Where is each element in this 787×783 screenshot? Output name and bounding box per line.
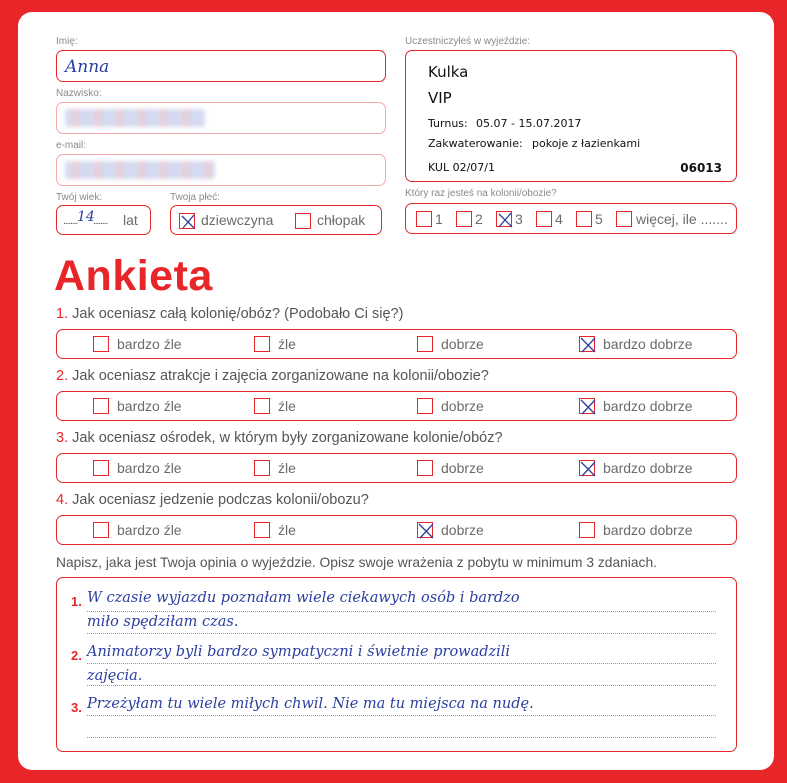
- option-label: źle: [278, 460, 296, 476]
- check-mark-icon: [580, 399, 596, 415]
- times-2-checkbox[interactable]: [456, 211, 472, 227]
- option-checkbox[interactable]: [254, 398, 270, 414]
- option-checkbox[interactable]: [93, 398, 109, 414]
- option-checkbox[interactable]: [254, 460, 270, 476]
- ticket-turnus-label: Turnus:: [428, 117, 468, 130]
- answer-number-1: 1.: [71, 594, 82, 609]
- survey-sheet: [18, 12, 774, 770]
- opinion-prompt: Napisz, jaka jest Twoja opinia o wyjeździe. Opisz swoje wrażenia z pobytu w minimum 3 zdaniach.: [56, 555, 657, 570]
- times-5-checkbox[interactable]: [576, 211, 592, 227]
- option-label: źle: [278, 522, 296, 538]
- question-text: Jak oceniasz jedzenie podczas kolonii/obozu?: [72, 492, 369, 508]
- times-4-checkbox[interactable]: [536, 211, 552, 227]
- answer-line: [87, 610, 716, 612]
- option-label: bardzo źle: [117, 336, 182, 352]
- option-label: bardzo dobrze: [603, 398, 693, 414]
- check-mark-icon: [580, 337, 596, 353]
- question-number: 3.: [56, 430, 69, 446]
- question-text: Jak oceniasz atrakcje i zajęcia zorganizowane na kolonii/obozie?: [72, 368, 489, 384]
- ticket-accommodation-label: Zakwaterowanie:: [428, 137, 523, 150]
- question-number: 2.: [56, 368, 69, 384]
- answer-row-3: [56, 453, 737, 483]
- answer-line-2: miło spędziłam czas.: [87, 614, 239, 630]
- answer-line-5: Przeżyłam tu wiele miłych chwil. Nie ma tu miejsca na nudę.: [87, 696, 534, 712]
- question-number: 1.: [56, 306, 69, 322]
- ticket-camp-name: Kulka: [428, 63, 469, 81]
- option-label: bardzo dobrze: [603, 336, 693, 352]
- option-label: dobrze: [441, 522, 484, 538]
- answer-row-4: [56, 515, 737, 545]
- ticket-number: 06013: [680, 161, 722, 175]
- name-value: Anna: [65, 57, 110, 77]
- times-field: [405, 203, 737, 234]
- answer-number-3: 3.: [71, 700, 82, 715]
- option-checkbox[interactable]: [93, 460, 109, 476]
- times-1-label: 1: [435, 211, 443, 227]
- age-value: 14: [77, 209, 95, 225]
- answer-line: [87, 662, 716, 664]
- check-mark-icon: [580, 461, 596, 477]
- option-checkbox[interactable]: [417, 522, 433, 538]
- option-checkbox[interactable]: [579, 336, 595, 352]
- option-label: bardzo dobrze: [603, 522, 693, 538]
- ticket-label: Uczestniczyłeś w wyjeździe:: [405, 36, 531, 47]
- surname-field[interactable]: [56, 102, 386, 134]
- gender-male-checkbox[interactable]: [295, 213, 311, 229]
- answer-line: [87, 632, 716, 634]
- answer-row-2: [56, 391, 737, 421]
- question-3: [56, 430, 503, 446]
- option-checkbox[interactable]: [579, 398, 595, 414]
- option-label: źle: [278, 398, 296, 414]
- gender-label: Twoja płeć:: [170, 192, 221, 203]
- option-label: źle: [278, 336, 296, 352]
- name-label: Imię:: [56, 36, 78, 47]
- option-label: bardzo źle: [117, 460, 182, 476]
- gender-male-label: chłopak: [317, 212, 366, 228]
- survey-title: Ankieta: [54, 252, 213, 300]
- question-number: 4.: [56, 492, 69, 508]
- gender-female-label: dziewczyna: [201, 212, 274, 228]
- option-label: bardzo dobrze: [603, 460, 693, 476]
- question-2: [56, 368, 489, 384]
- check-mark-icon: [180, 214, 196, 230]
- option-label: dobrze: [441, 460, 484, 476]
- age-field[interactable]: [56, 205, 151, 235]
- age-dots-right: ........: [93, 216, 108, 227]
- email-redacted: [65, 161, 215, 179]
- answer-line-1: W czasie wyjazdu poznałam wiele ciekawych osób i bardzo: [87, 590, 520, 606]
- surname-redacted: [65, 109, 205, 127]
- ticket-turnus-value: 05.07 - 15.07.2017: [476, 117, 582, 130]
- option-checkbox[interactable]: [93, 522, 109, 538]
- times-2-label: 2: [475, 211, 483, 227]
- option-label: dobrze: [441, 336, 484, 352]
- times-more-checkbox[interactable]: [616, 211, 632, 227]
- ticket-code: KUL 02/07/1: [428, 161, 495, 174]
- answer-line: [87, 736, 716, 738]
- question-4: [56, 492, 369, 508]
- age-unit: lat: [123, 212, 138, 228]
- answer-line-4: zajęcia.: [87, 668, 143, 684]
- times-1-checkbox[interactable]: [416, 211, 432, 227]
- answer-line: [87, 714, 716, 716]
- option-label: dobrze: [441, 398, 484, 414]
- option-checkbox[interactable]: [579, 522, 595, 538]
- option-label: bardzo źle: [117, 522, 182, 538]
- gender-female-checkbox[interactable]: [179, 213, 195, 229]
- ticket-accommodation-value: pokoje z łazienkami: [532, 137, 641, 150]
- option-checkbox[interactable]: [579, 460, 595, 476]
- option-checkbox[interactable]: [417, 460, 433, 476]
- option-checkbox[interactable]: [417, 398, 433, 414]
- age-label: Twój wiek:: [56, 192, 103, 203]
- answer-line: [87, 684, 716, 686]
- answer-line-3: Animatorzy byli bardzo sympatyczni i świetnie prowadzili: [87, 644, 511, 660]
- answer-row-1: [56, 329, 737, 359]
- question-1: [56, 306, 403, 322]
- times-4-label: 4: [555, 211, 563, 227]
- option-checkbox[interactable]: [93, 336, 109, 352]
- times-3-checkbox[interactable]: [496, 211, 512, 227]
- times-label: Który raz jesteś na kolonii/obozie?: [405, 188, 557, 199]
- times-5-label: 5: [595, 211, 603, 227]
- check-mark-icon: [418, 523, 434, 539]
- option-checkbox[interactable]: [417, 336, 433, 352]
- question-text: Jak oceniasz ośrodek, w którym były zorganizowane kolonie/obóz?: [72, 430, 503, 446]
- email-field[interactable]: [56, 154, 386, 186]
- name-field[interactable]: [56, 50, 386, 82]
- email-label: e-mail:: [56, 140, 87, 151]
- surname-label: Nazwisko:: [56, 88, 102, 99]
- option-checkbox[interactable]: [254, 522, 270, 538]
- times-more-label: więcej, ile .......: [636, 211, 728, 227]
- question-text: Jak oceniasz całą kolonię/obóz? (Podobało Ci się?): [72, 306, 404, 322]
- opinion-box[interactable]: [56, 577, 737, 752]
- times-3-label: 3: [515, 211, 523, 227]
- option-checkbox[interactable]: [254, 336, 270, 352]
- ticket-camp-type: VIP: [428, 89, 452, 107]
- check-mark-icon: [497, 212, 513, 228]
- option-label: bardzo źle: [117, 398, 182, 414]
- answer-number-2: 2.: [71, 648, 82, 663]
- gender-field: [170, 205, 382, 235]
- age-dots-left: ........: [63, 216, 78, 227]
- ticket-box: [405, 50, 737, 182]
